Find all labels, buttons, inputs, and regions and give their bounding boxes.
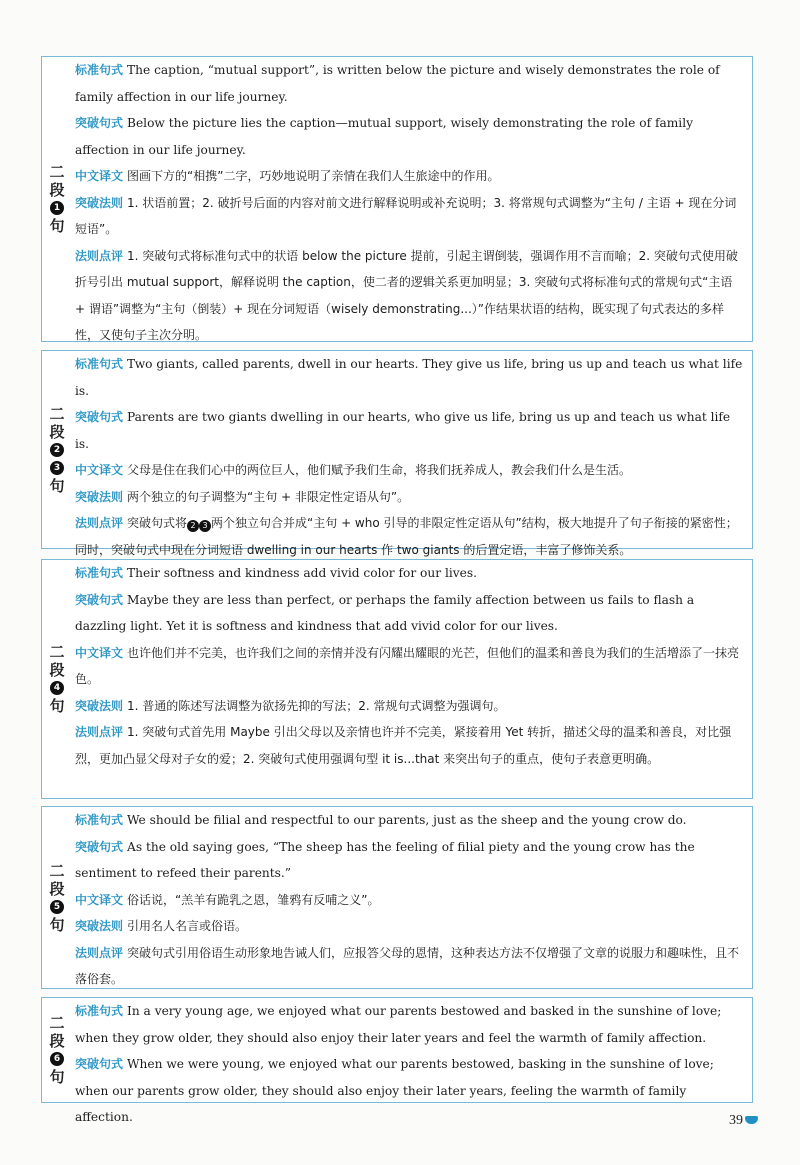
row-tag: 突破句式 [75,839,124,854]
row-breakthrough [75,404,746,457]
row-tag: 突破法则 [75,195,124,210]
row-text: As the old saying goes, “The sheep has the feeling of filial piety and the young crow has the sentiment to refeed their parents.” [75,839,695,880]
side-char: 二 [49,643,65,661]
row-breakthrough [75,1051,746,1131]
row-text: In a very young age, we enjoyed what our parents bestowed and basked in the sunshine of love; when they grow older, they should also enjoy their later years and feel the warmth of family affection. [75,1004,722,1045]
section-content-5 [75,998,746,1131]
row-tag: 突破法则 [75,489,124,504]
side-number-badge: 1 [50,201,64,215]
side-char: 段 [49,879,65,898]
row-comment [75,719,746,772]
side-char: 二 [49,861,65,880]
section-label-2 [42,351,72,548]
row-tag: 突破法则 [75,698,124,713]
side-number-badge: 4 [50,681,64,695]
row-tag: 中文译文 [75,645,124,660]
row-text: 也许他们并不完美，也许我们之间的亲情并没有闪耀出耀眼的光芒，但他们的温柔和善良为我们的生活增添了一抹亮色。 [75,645,740,686]
section-box-3 [41,559,753,799]
section-box-1 [41,56,753,342]
side-char: 二 [49,163,65,181]
row-rule [75,190,746,243]
row-tag: 中文译文 [75,463,124,477]
side-char: 句 [49,915,65,934]
row-comment [75,243,746,349]
row-tag: 标准句式 [75,813,124,827]
side-char: 句 [49,217,65,235]
row-tag: 中文译文 [75,892,124,907]
row-text: 1. 状语前置；2. 破折号后面的内容对前文进行解释说明或补充说明；3. 将常规句式调整为“主句 / 主语 + 现在分词短语”。 [75,195,737,236]
row-text: 1. 突破句式将标准句式中的状语 below the picture 提前，引起主谓倒装，强调作用不言而喻；2. 突破句式使用破折号引出 mutual support，解释说明 the caption，使二者的逻辑关系更加明显；3. 突破句式将标准句式的常规句式“主语 + 谓语”调整为“主句（倒装）+ 现在分词短语（wisely demonstrating...）”作结果状语的结构，既实现了句式表达的多样性，又使句子主次分明。 [75,248,738,342]
row-text: The caption, “mutual support”, is written below the picture and wisely demonstrates the role of family affection in our life journey. [75,63,720,104]
side-number-badge: 3 [50,461,64,475]
side-char: 句 [49,476,65,495]
row-translation [75,457,746,484]
row-text: 突破句式引用俗语生动形象地告诫人们，应报答父母的恩情，这种表达方法不仅增强了文章的说服力和趣味性，且不落俗套。 [75,945,740,986]
side-char: 段 [49,661,65,679]
row-text: 父母是住在我们心中的两位巨人，他们赋予我们生命，将我们抚养成人，教会我们什么是生活。 [127,463,632,477]
row-comment [75,940,746,993]
row-tag: 突破法则 [75,919,124,933]
row-text-post: 两个独立句合并成“主句 + who 引导的非限定性定语从句”结构，极大地提升了句子衔接的紧密性；同时，突破句式中现在分词短语 dwelling in our hearts 作 two giants 的后置定语，丰富了修饰关系。 [75,516,738,557]
row-text: 俗话说，“羔羊有跪乳之恩，雏鸦有反哺之义”。 [127,892,380,907]
row-text: 两个独立的句子调整为“主句 + 非限定性定语从句”。 [127,489,410,504]
section-content-2 [75,351,746,563]
section-box-2 [41,350,753,557]
side-char: 二 [49,404,65,423]
row-tag: 突破句式 [75,410,124,424]
row-text: We should be filial and respectful to our parents, just as the sheep and the young crow do. [127,813,687,827]
row-translation [75,640,746,693]
row-standard [75,998,746,1051]
row-text: 1. 突破句式首先用 Maybe 引出父母以及亲情也许并不完美，紧接着用 Yet 转折，描述父母的温柔和善良，对比强烈，更加凸显父母对子女的爱；2. 突破句式使用强调句型 it is...that 来突出句子的重点，使句子表意更明确。 [75,725,732,766]
row-breakthrough [75,587,746,640]
page-number [729,1113,758,1129]
row-comment [75,510,746,563]
row-translation [75,887,746,914]
row-tag: 中文译文 [75,169,124,183]
row-standard [75,807,746,834]
inline-number-badge: 3 [199,520,211,532]
row-text: Parents are two giants dwelling in our hearts, who give us life, bring us up and teach us what life is. [75,410,731,451]
row-breakthrough [75,834,746,887]
row-rule [75,693,746,720]
row-translation [75,163,746,190]
section-label-5 [42,998,72,1102]
row-tag: 标准句式 [75,357,124,371]
row-text: 引用名人名言或俗语。 [127,919,248,933]
row-text: Maybe they are less than perfect, or perhaps the family affection between us fails to flash a dazzling light. Yet it is softness and kindness that add vivid color for our lives. [75,592,695,633]
side-char: 二 [49,1014,65,1032]
row-text-pre: 突破句式将 [127,516,188,530]
section-content-1 [75,57,746,349]
row-rule [75,913,746,940]
row-tag: 标准句式 [75,63,124,77]
section-label-3 [42,560,72,798]
row-text: 图画下方的“相携”二字，巧妙地说明了亲情在我们人生旅途中的作用。 [127,169,500,183]
row-tag: 法则点评 [75,945,124,960]
row-text: 1. 普通的陈述写法调整为欲扬先抑的写法；2. 常规句式调整为强调句。 [127,698,506,713]
row-standard [75,351,746,404]
row-tag: 突破句式 [75,116,124,130]
side-char: 段 [49,181,65,199]
section-label-1 [42,57,72,341]
row-tag: 法则点评 [75,516,124,530]
section-label-4 [42,807,72,988]
side-number-badge: 2 [50,443,64,457]
section-content-3 [75,560,746,772]
row-standard [75,560,746,587]
row-tag: 法则点评 [75,248,124,263]
side-char: 段 [49,1032,65,1050]
row-text: When we were young, we enjoyed what our parents bestowed, basking in the sunshine of love; when our parents grow older, they should also enjoy their later years, feeling the warmth of family affection. [75,1057,714,1124]
row-tag: 突破句式 [75,1057,124,1071]
row-tag: 法则点评 [75,725,124,739]
side-number-badge: 5 [50,900,64,914]
section-content-4 [75,807,746,993]
side-char: 段 [49,422,65,441]
row-breakthrough [75,110,746,163]
row-text: Two giants, called parents, dwell in our hearts. They give us life, bring us up and teach us what life is. [75,357,743,398]
section-box-4 [41,806,753,989]
row-standard [75,57,746,110]
side-char: 句 [49,697,65,715]
inline-number-badge: 2 [187,520,199,532]
row-rule [75,484,746,511]
row-tag: 标准句式 [75,1004,124,1018]
row-text: Below the picture lies the caption—mutual support, wisely demonstrating the role of family affection in our life journey. [75,116,693,157]
row-text: Their softness and kindness add vivid color for our lives. [127,566,477,580]
side-number-badge: 6 [50,1052,64,1066]
row-tag: 突破句式 [75,592,124,607]
row-tag: 标准句式 [75,566,124,580]
graduation-cap-icon [745,1116,758,1124]
page-number-text: 39 [729,1113,743,1128]
side-char: 句 [49,1068,65,1086]
